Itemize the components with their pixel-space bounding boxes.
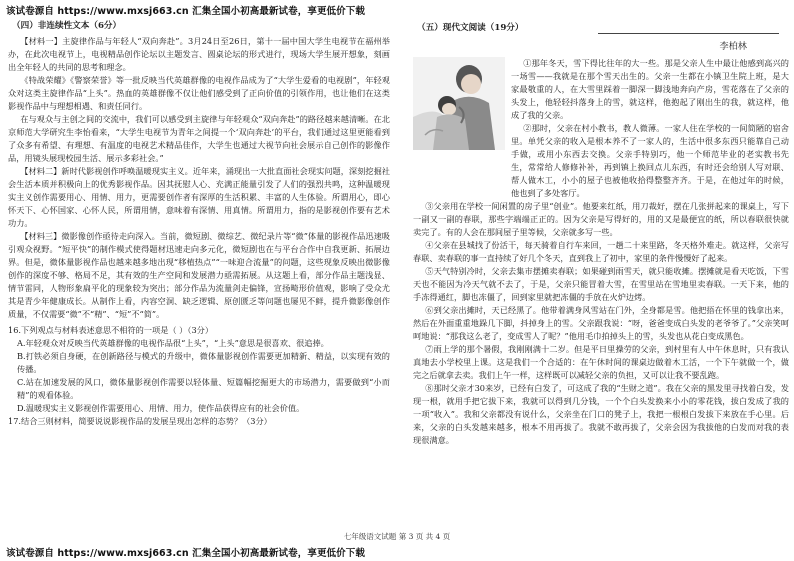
question-16-option-b: B.打铁必须自身硬，在创新路径与模式的升级中，微体量影视创作需要更加精新、精益，以实现有效的传播。 — [17, 351, 390, 374]
page-footer: 七年级语文试题 第 3 页 共 4 页 — [343, 532, 451, 541]
source-banner-top: 该试卷源自 https://www.mxsj663.cn 汇集全国小初高最新试卷，享更低价下载 — [6, 6, 365, 17]
story-para-5: ⑤天气特别冷时，父亲去集市摆摊卖春联；如果碰到雨雪天，就只能收摊。摆摊就是看天吃饭，下雪天也不能因为冷天气就不去了，于是，父亲只能冒着大雪，在雪里站在雪地里卖春联。一天下来，他的手冻得通红，脚也冻僵了，回到家里就把冻僵的手放在火炉边烤。 — [413, 266, 789, 302]
story-para-8: ⑧那时父亲才30来岁，已经有白发了，可这成了我的“生财之道”。我在父亲的黑发里寻找着白发，发现一根，就用手把它拔下来，我就可以得到几分钱，一个个白头发换来小小的零花钱，拔白发成了我的一项“收入”。我和父亲都没有说什么，父亲坐在门口的凳子上，我把一根根白发拔下来放在手心里。后来，父亲的白头发越来越多，根本不用再拔了。我就不敢再拔了，父亲会因为我拔他的白发而对我的表现很满意。 — [413, 383, 789, 445]
question-16-option-c: C.站在加速发展的风口，微体量影视创作需要以轻体量、短篇幅挖掘更大的市场潜力，需要做到“小而精”的观看体验。 — [17, 377, 390, 400]
right-column — [413, 20, 789, 447]
source-banner-bottom: 该试卷源自 https://www.mxsj663.cn 汇集全国小初高最新试卷，享更低价下载 — [6, 548, 365, 559]
question-16-option-a: A.年轻观众对反映当代英雄群像的电视作品很“上头”，“上头”意思是很喜欢、很追捧。 — [17, 338, 329, 348]
material-1-para-3: 在与观众与主创之间的交流中，我们可以感受到主旋律与年轻观众“双向奔赴”的路径越来越清晰。在北京师范大学研究生李怡看来，“大学生电视节为青年之间提一个‘双向奔赴’的平台，我们通过这里更能看到了众多有希望、有理想、有温度的电视艺术精品佳作，大学生也通过大视节向社会展示自己创作的影像作品，用镜头展现校园生活、展示多彩社会。” — [8, 114, 390, 163]
story-para-4: ④父亲在县城找了份活干，每天骑着自行车来回，一趟二十来里路，冬天格外难走。就这样，父亲写春联、卖春联的事一直持续了好几个冬天，直到我上了初中，家里的条件慢慢好了起来。 — [413, 240, 789, 263]
story-para-2: ②那时，父亲在村小教书，教人微薄。一家人住在学校的一间简陋的宿舍里。单凭父亲的收入是根本养不了一家人的，生活中很多东西只能靠自己动手做，或用小东西去交换。父亲手特别巧，他一个师范毕业的老实教书先生，常常给人修修补补，再到镇上换回点儿东西，有时还会给别人写对联、帮人做木工，小小的屋子也被他收拾得整整齐齐。于是，在他过年的时候，他也到了多处客厅。 — [511, 123, 789, 198]
material-1-para-1: 【材料一】主旋律作品与年轻人“双向奔赴”。3月24日至26日，第十一届中国大学生电视节在福州举办，在此次电视节上，电视精品创作论坛以主题发言、圆桌论坛的形式进行，现场大学生展开想象，刻画出全年轻人的共同的思考和理念。 — [8, 36, 390, 72]
section-title-nonlinear-text: （四）非连续性文本（6分） — [12, 21, 122, 31]
section-title-modern-reading: （五）现代文阅读（19分） — [417, 22, 524, 33]
material-2: 【材料二】新时代影视创作呼唤温暖现实主义。近年来，涌现出一大批直面社会现实问题，深刻挖掘社会生活本质并积极向上的优秀影视作品。因其抚慰人心、充满正能量引发了人们的强烈共鸣，这种温暖现实主义创作需要用心、用情、用力，更需要创作者有深厚的生活积累、丰富的人生体验。所谓用心，即心怀天下、心怀国家、心怀人民，所谓用情，意味着有深情、用真情。所谓用力，指的是影视创作要有艺术功力。 — [8, 166, 390, 228]
story-author: 李柏林 — [719, 41, 747, 52]
left-column — [8, 20, 390, 428]
story-para-1: ①那年冬天，雪下得比往年的大一些。那是父亲人生中最让他感到高兴的一场雪——我就是在那个雪天出生的。父亲一生都在小镇卫生院上班，是大家最敬重的人，在大雪里踩着一脚深一脚浅地奔向产房，雪花落在了父亲的头发上，他轻轻抖落身上的雪，就这样，他抱起了刚出生的我，就这样，他成了我的父亲。 — [511, 58, 789, 120]
material-1-para-2: 《特战荣耀》《警察荣誉》等一批反映当代英雄群像的电视作品成为了“大学生爱看的电视剧”，年轻观众对这类主旋律作品“上头”。热血的英雄群像不仅让他们感受到了正向价值的引领作用，也让他们在这类影视作品中与理想相遇、和责任同行。 — [8, 75, 390, 111]
story-para-7: ⑦雨上学的那个暑假，我刚刚满十二岁。但是平日里操劳的父亲，到村里有人中午休息时，只有我认真地去小学校里上课。这是我们一个合适的：在午休时间的课桌边做着木工活，一个下午就做一个，做完之后就拿去卖。我们上午一样，这样既可以减轻父亲的负担，又可以让我不要乱跑。 — [413, 344, 789, 380]
question-16-option-d: D.温暖现实主义影视创作需要用心、用情、用力，使作品获得应有的社会价值。 — [17, 403, 305, 413]
story-para-3: ③父亲用在学校一间闲置的房子里“创业”。他要来红纸，用刀裁好，摆在几张拼起来的课桌上，写下一副又一副的春联，那些字端端正正的。因为父亲是写得好的，用的又是最便宜的纸，所以春联很快就卖完了。有的人会在那间屋子里等候，父亲就多写一些。 — [413, 201, 789, 237]
father-child-illustration — [413, 57, 505, 150]
material-3: 【材料三】微影像创作亟待走向深入。当前，微短剧、微综艺、微纪录片等“微”体量的影视作品迅速吸引观众视野。“短平快”的制作模式使得题材迅速走向多元化，微短剧也在与平台合作中自我更新、拓展边界。但是，微体量影视作品也越来越多地出现“移植热点”“一味迎合流量”的问题，这些现象反映出微影像创作的深度不够、格局不足，其有效的生产空间和发展潜力亟需拓展。从这题上看，部分作品主题浅显、情节雷同，人物形象扁平化的现象较为突出；部分作品为流量剑走偏锋，宣扬畸形价值观，影响了受众尤其是青少年健康成长。从制作上看，内容空洞、缺乏逻辑、原创匮乏等问题也屡见不鲜，提升微影像创作质量，不仅需要“微”不“精”、“短”不“简”。 — [8, 231, 390, 319]
story-para-6: ⑥到父亲出摊时，天已经黑了。他带着满身风雪站在门外，全身都是雪。他把捂在怀里的钱拿出来，然后在外面重重地跺几下脚，抖掉身上的雪。父亲跟我说：“呀，爸爸变成白头发的老爷爷了。”父亲笑呵呵地说：“那我这么老了，变成雪人了呢？”他用毛巾拍掉头上的雪，头发也从花白变成黑色。 — [413, 305, 789, 341]
title-rule — [598, 33, 780, 34]
question-16: 16.下列观点与材料表述意思不相符的一项是（ ）（3分） — [8, 325, 214, 335]
question-17: 17.结合三则材料，简要说说影视作品的发展呈现出怎样的态势？（3分） — [8, 416, 272, 426]
